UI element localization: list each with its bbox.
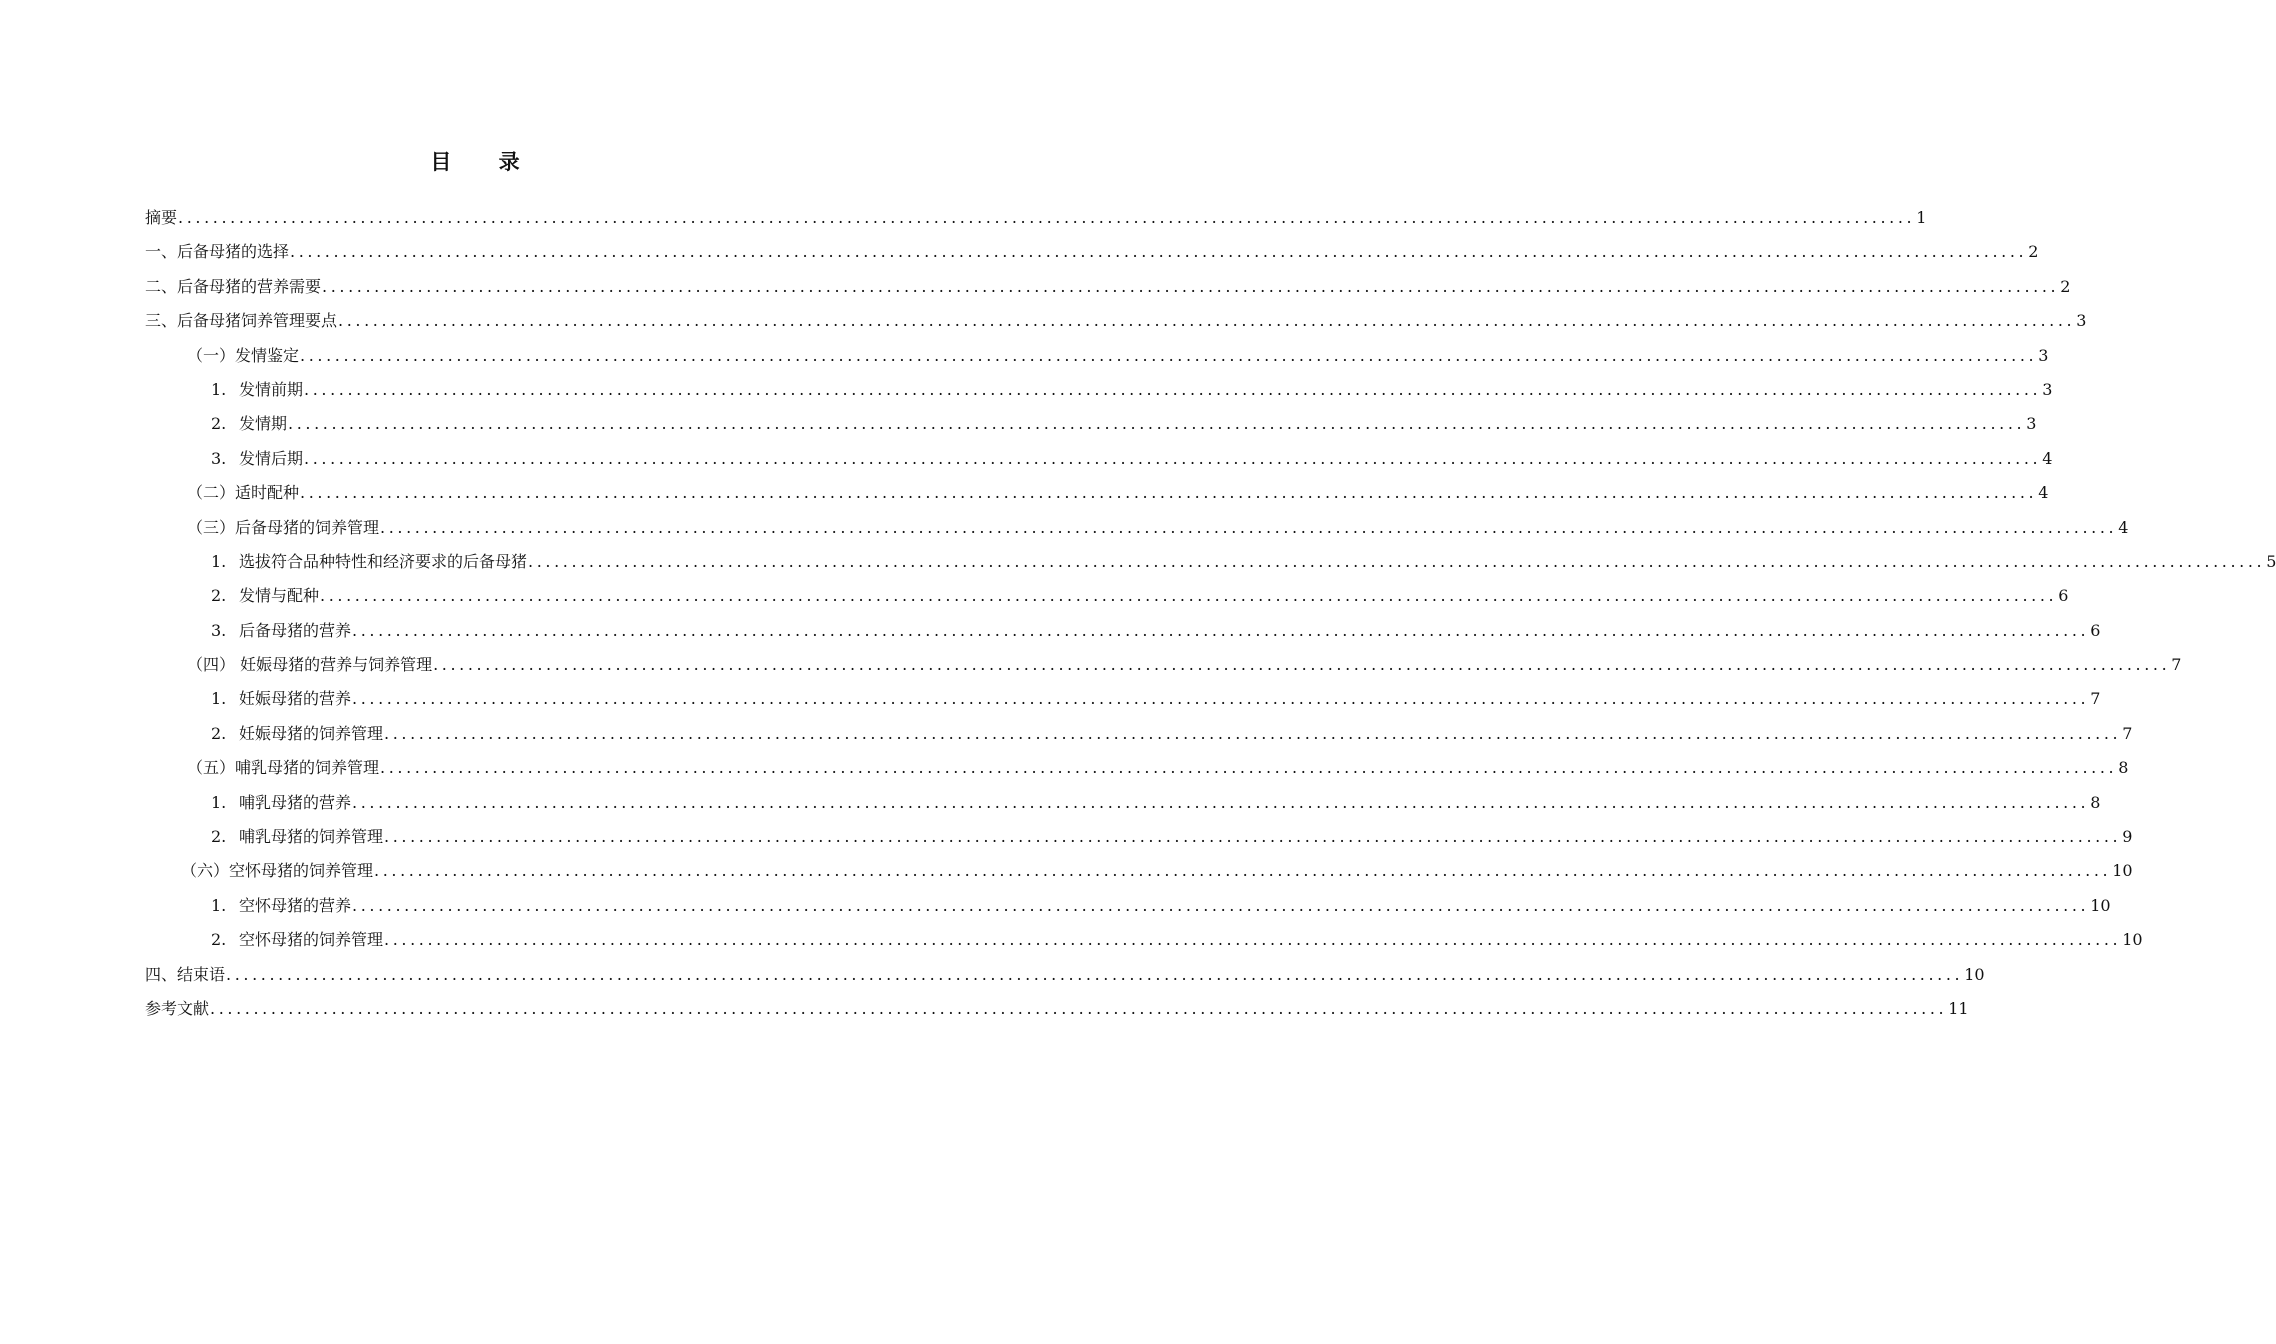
toc-entry-number: 3.: [211, 620, 227, 640]
toc-entry-text: 发情与配种: [239, 586, 320, 606]
toc-entry-text: 哺乳母猪的营养: [239, 792, 352, 812]
toc-entry-label: [187, 343, 299, 366]
toc-entry-number: 2.: [211, 586, 227, 606]
toc-entry-label: [145, 962, 225, 985]
toc-entry[interactable]: [145, 274, 2071, 308]
toc-entry-text: 后备母猪的营养: [239, 620, 352, 640]
toc-leader-dots: ........................................................................................................................................................................................................: [210, 998, 1948, 1018]
toc-page-number: 3: [2026, 414, 2037, 434]
toc-page-number: 7: [2122, 723, 2133, 743]
toc-leader-dots: ........................................................................................................................................................................................................: [380, 517, 2118, 537]
toc-entry-text: 妊娠母猪的饲养管理: [239, 723, 384, 743]
toc-entry-text: （三）后备母猪的饲养管理: [187, 517, 380, 537]
toc-entry-label: [187, 480, 299, 503]
toc-entry-number: 1.: [211, 379, 227, 399]
toc-page-number: 9: [2122, 827, 2133, 847]
toc-page-number: 3: [2042, 379, 2053, 399]
toc-entry-text: 一、后备母猪的选择: [145, 242, 290, 262]
toc-leader-dots: ........................................................................................................................................................................................................: [304, 379, 2042, 399]
toc-entry-text: （五）哺乳母猪的饲养管理: [187, 758, 380, 778]
toc-entry-label: [211, 893, 351, 916]
toc-entry-text: 发情后期: [239, 448, 304, 468]
toc-leader-dots: ........................................................................................................................................................................................................: [384, 827, 2122, 847]
toc-entry[interactable]: [145, 549, 2276, 583]
toc-entry[interactable]: [145, 858, 2133, 892]
toc-entry[interactable]: [145, 755, 2129, 789]
toc-entry[interactable]: [145, 583, 2069, 617]
toc-page-number: 6: [2090, 620, 2101, 640]
toc-entry[interactable]: [145, 893, 2111, 927]
toc-entry-label: [211, 446, 303, 469]
toc-entry-label: [187, 755, 379, 778]
toc-entry-label: [211, 583, 319, 606]
toc-entry-text: （二）适时配种: [187, 483, 300, 503]
toc-entry[interactable]: [145, 343, 2049, 377]
toc-leader-dots: ........................................................................................................................................................................................................: [322, 276, 2060, 296]
toc-page-number: 4: [2038, 483, 2049, 503]
toc-page-number: 7: [2090, 689, 2101, 709]
toc-entry-text: 空怀母猪的饲养管理: [239, 930, 384, 950]
toc-entry[interactable]: [145, 962, 1985, 996]
toc-entry-label: [211, 927, 383, 950]
toc-entry[interactable]: [145, 411, 2037, 445]
toc-entry-label: [187, 652, 432, 675]
toc-entry-text: 哺乳母猪的饲养管理: [239, 827, 384, 847]
toc-page-number: 10: [2090, 895, 2111, 915]
toc-entry-number: 2.: [211, 723, 227, 743]
toc-page-number: 11: [1948, 998, 1969, 1018]
toc-entry-label: [187, 515, 379, 538]
toc-page-number: 10: [1964, 964, 1985, 984]
table-of-contents: [145, 205, 2276, 1030]
toc-page-number: 8: [2090, 792, 2101, 812]
toc-entry-label: [211, 549, 527, 572]
toc-entry[interactable]: [145, 927, 2143, 961]
toc-entry[interactable]: [145, 824, 2133, 858]
toc-entry[interactable]: [145, 446, 2053, 480]
toc-leader-dots: ........................................................................................................................................................................................................: [304, 448, 2042, 468]
toc-leader-dots: ........................................................................................................................................................................................................: [338, 311, 2076, 331]
toc-entry-label: [211, 824, 383, 847]
toc-entry[interactable]: [145, 790, 2101, 824]
toc-entry-text: 发情期: [239, 414, 288, 434]
toc-page-number: 1: [1916, 208, 1927, 227]
toc-page-number: 2: [2060, 276, 2071, 296]
toc-entry-text: （四） 妊娠母猪的营养与饲养管理: [187, 655, 433, 675]
toc-entry-text: （六）空怀母猪的饲养管理: [181, 861, 374, 881]
toc-leader-dots: ........................................................................................................................................................................................................: [300, 483, 2038, 503]
toc-entry-number: 2.: [211, 414, 227, 434]
toc-entry-text: 三、后备母猪饲养管理要点: [145, 311, 338, 331]
toc-entry[interactable]: [145, 618, 2101, 652]
toc-entry-text: 二、后备母猪的营养需要: [145, 276, 322, 296]
toc-entry[interactable]: [145, 652, 2182, 686]
toc-entry-text: （一）发情鉴定: [187, 345, 300, 365]
toc-leader-dots: ........................................................................................................................................................................................................: [352, 792, 2090, 812]
toc-entry[interactable]: [145, 480, 2049, 514]
toc-leader-dots: ........................................................................................................................................................................................................: [288, 414, 2026, 434]
toc-page-number: 2: [2028, 242, 2039, 262]
toc-entry[interactable]: [145, 721, 2133, 755]
toc-leader-dots: ........................................................................................................................................................................................................: [320, 586, 2058, 606]
toc-entry-text: 摘要: [145, 208, 178, 227]
toc-leader-dots: ........................................................................................................................................................................................................: [528, 551, 2266, 571]
toc-leader-dots: ........................................................................................................................................................................................................: [374, 861, 2112, 881]
toc-page-number: 7: [2171, 655, 2182, 675]
toc-leader-dots: ........................................................................................................................................................................................................: [352, 620, 2090, 640]
toc-entry-label: [211, 721, 383, 744]
toc-entry-number: 1.: [211, 551, 227, 571]
toc-entry[interactable]: [145, 377, 2053, 411]
toc-entry-number: 1.: [211, 895, 227, 915]
toc-entry-number: 2.: [211, 930, 227, 950]
toc-title: 目 录: [430, 149, 540, 174]
toc-page-number: 3: [2076, 311, 2087, 331]
toc-page-number: 6: [2058, 586, 2069, 606]
toc-entry-number: 1.: [211, 689, 227, 709]
toc-entry-text: 参考文献: [145, 998, 210, 1018]
toc-page-number: 3: [2038, 345, 2049, 365]
toc-page-number: 5: [2266, 551, 2276, 571]
toc-entry[interactable]: [145, 515, 2129, 549]
toc-entry[interactable]: [145, 239, 2039, 273]
toc-entry-number: 2.: [211, 827, 227, 847]
toc-page-number: 10: [2112, 861, 2133, 881]
toc-entry-text: 妊娠母猪的营养: [239, 689, 352, 709]
toc-leader-dots: ........................................................................................................................................................................................................: [178, 208, 1916, 227]
toc-leader-dots: ........................................................................................................................................................................................................: [290, 242, 2028, 262]
toc-entry-label: [145, 996, 209, 1019]
toc-entry[interactable]: [145, 205, 1927, 239]
toc-entry-label: [211, 790, 351, 813]
toc-entry-label: [145, 239, 289, 262]
toc-entry-label: [211, 618, 351, 641]
toc-page-number: 4: [2118, 517, 2129, 537]
toc-page-number: 10: [2122, 930, 2143, 950]
toc-leader-dots: ........................................................................................................................................................................................................: [352, 895, 2090, 915]
toc-entry-text: 四、结束语: [145, 964, 226, 984]
toc-entry-label: [211, 686, 351, 709]
toc-entry-text: 发情前期: [239, 379, 304, 399]
toc-leader-dots: ........................................................................................................................................................................................................: [384, 930, 2122, 950]
toc-leader-dots: ........................................................................................................................................................................................................: [384, 723, 2122, 743]
toc-entry-label: [145, 205, 177, 228]
toc-entry[interactable]: [145, 996, 1969, 1030]
toc-entry-label: [211, 411, 287, 434]
toc-page-number: 4: [2042, 448, 2053, 468]
toc-page-number: 8: [2118, 758, 2129, 778]
toc-entry-label: [145, 274, 321, 297]
toc-entry-number: 3.: [211, 448, 227, 468]
toc-leader-dots: ........................................................................................................................................................................................................: [226, 964, 1964, 984]
toc-entry-label: [211, 377, 303, 400]
toc-entry-number: 1.: [211, 792, 227, 812]
toc-entry-text: 空怀母猪的营养: [239, 895, 352, 915]
toc-leader-dots: ........................................................................................................................................................................................................: [352, 689, 2090, 709]
toc-entry[interactable]: [145, 308, 2087, 342]
toc-leader-dots: ........................................................................................................................................................................................................: [380, 758, 2118, 778]
toc-leader-dots: ........................................................................................................................................................................................................: [300, 345, 2038, 365]
toc-entry[interactable]: [145, 686, 2101, 720]
toc-entry-label: [181, 858, 373, 881]
toc-entry-text: 选拔符合品种特性和经济要求的后备母猪: [239, 551, 528, 571]
toc-entry-label: [145, 308, 337, 331]
toc-leader-dots: ........................................................................................................................................................................................................: [433, 655, 2171, 675]
